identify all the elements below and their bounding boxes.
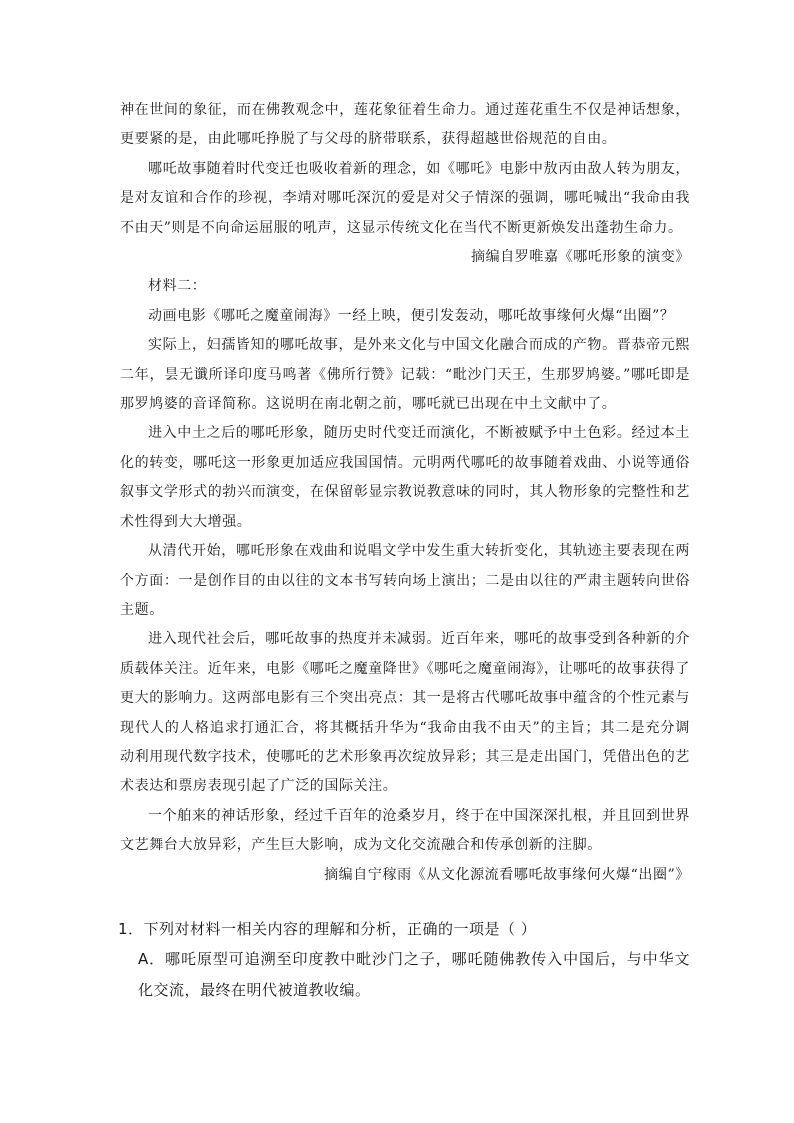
material2-paragraph: 进入中土之后的哪吒形象，随历史时代变迁而演化，不断被赋予中土色彩。经过本土化的转变，哪吒这一形象更加适应我国国情。元明两代哪吒的故事随着戏曲、小说等通俗叙事文学形式的勃兴而演变，在保留彰显宗教说教意味的同时，其人物形象的完整性和艺术性得到大大增强。 bbox=[120, 425, 690, 530]
question-1 bbox=[118, 914, 690, 1006]
option-label: A． bbox=[138, 950, 166, 968]
material2-label: 材料二： bbox=[148, 278, 207, 295]
material2-source: 摘编自宁稼雨《从文化源流看哪吒故事缘何火爆“出圈”》 bbox=[324, 866, 690, 883]
material1-paragraph: 神在世间的象征，而在佛教观念中，莲花象征着生命力。通过莲花重生不仅是神话想象，更要紧的是，由此哪吒挣脱了与父母的脐带联系，获得超越世俗规范的自由。 bbox=[120, 102, 690, 148]
material1-source: 摘编自罗唯嘉《哪吒形象的演变》 bbox=[471, 249, 690, 266]
material2-paragraph: 实际上，妇孺皆知的哪吒故事，是外来文化与中国文化融合而成的产物。晋恭帝元熙二年，昙无谶所译印度马鸣著《佛所行赞》记载：“毗沙门天王，生那罗鸠婆。”哪吒即是那罗鸠婆的音译简称。这说明在南北朝之前，哪吒就已出现在中土文献中了。 bbox=[120, 337, 690, 413]
material2-paragraph: 一个舶来的神话形象，经过千百年的沧桑岁月，终于在中国深深扎根，并且回到世界文艺舞台大放异彩，产生巨大影响，成为文化交流融合和传承创新的注脚。 bbox=[120, 807, 690, 854]
option-text: 哪吒原型可追溯至印度教中毗沙门之子，哪吒随佛教传入中国后，与中华文化交流，最终在明代被道教收编。 bbox=[138, 950, 690, 999]
reading-passage bbox=[120, 96, 690, 890]
option-a[interactable] bbox=[118, 944, 690, 1006]
material1-paragraph: 哪吒故事随着时代变迁也吸收着新的理念，如《哪吒》电影中敖丙由敌人转为朋友，是对友谊和合作的珍视，李靖对哪吒深沉的爱是对父子情深的强调，哪吒喊出“我命由我不由天”则是不向命运屈服的吼声，这显示传统文化在当代不断更新焕发出蓬勃生命力。 bbox=[120, 160, 690, 236]
material2-paragraph: 进入现代社会后，哪吒故事的热度并未减弱。近百年来，哪吒的故事受到各种新的介质载体关注。近年来，电影《哪吒之魔童降世》《哪吒之魔童闹海》，让哪吒的故事获得了更大的影响力。这两部电影有三个突出亮点：其一是将古代哪吒故事中蕴含的个性元素与现代人的人格追求打通汇合，将其概括升华为“我命由我不由天”的主旨；其二是充分调动利用现代数字技术，使哪吒的艺术形象再次绽放异彩；其三是走出国门，凭借出色的艺术表达和票房表现引起了广泛的国际关注。 bbox=[120, 631, 690, 795]
material2-paragraph: 动画电影《哪吒之魔童闹海》一经上映，便引发轰动，哪吒故事缘何火爆“出圈”？ bbox=[148, 307, 675, 324]
material2-paragraph: 从清代开始，哪吒形象在戏曲和说唱文学中发生重大转折变化，其轨迹主要表现在两个方面：一是创作目的由以往的文本书写转向场上演出；二是由以往的严肃主题转向世俗主题。 bbox=[120, 543, 690, 618]
question-stem: 1．下列对材料一相关内容的理解和分析，正确的一项是（ ） bbox=[118, 920, 537, 938]
